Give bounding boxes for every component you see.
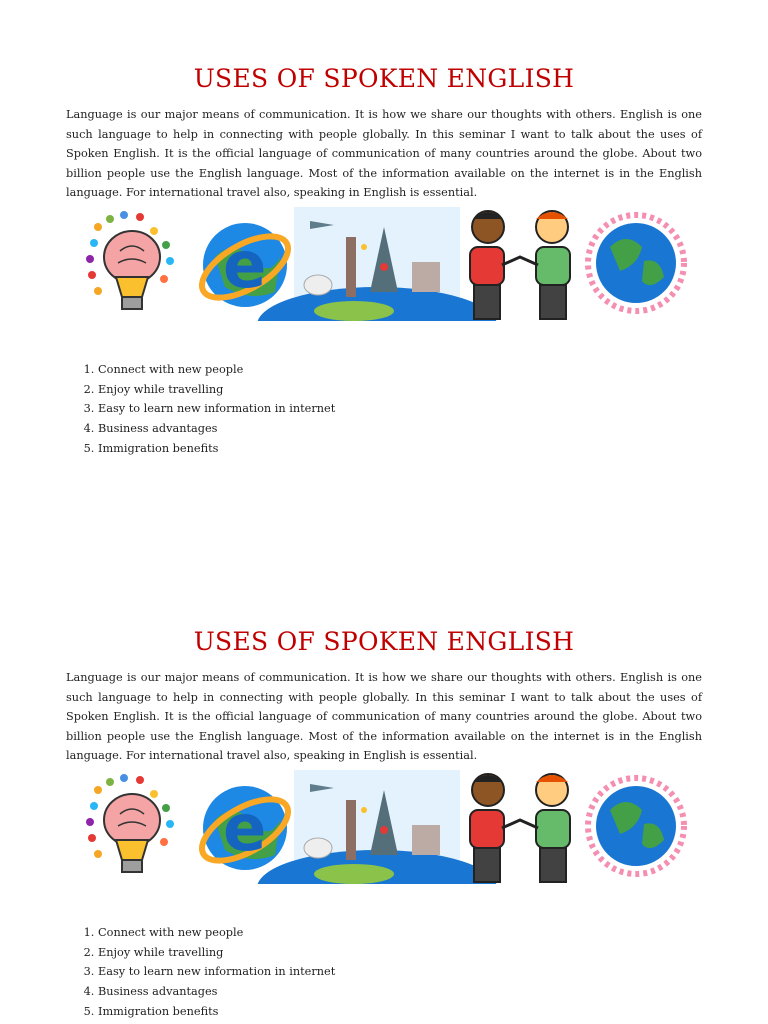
uses-list	[66, 360, 335, 459]
world-landmarks-image	[257, 207, 497, 321]
handshake-people-image	[470, 211, 570, 319]
intro-paragraph: Language is our major means of communication. It is how we share our thoughts with others. English is one such language to help in connecting with people globally. In this seminar I want to talk about the uses of Spoken English. It is the official language of communication of many countries around the globe. About two billion people use the English language. Most of the information available on the internet is in the English language. For international travel also, speaking in English is essential.	[66, 108, 702, 200]
list-item: 2. Enjoy while travelling	[98, 380, 335, 400]
internet-explorer-logo-image	[192, 786, 297, 873]
list-item: 4. Business advantages	[98, 982, 335, 1002]
list-item: 4. Business advantages	[98, 419, 335, 439]
list-item: 1. Connect with new people	[98, 923, 335, 943]
list-item: 5. Immigration benefits	[98, 1002, 335, 1022]
list-item: 5. Immigration benefits	[98, 439, 335, 459]
brain-lightbulb-image	[86, 211, 174, 309]
uses-list	[66, 923, 335, 1022]
list-item: 3. Easy to learn new information in internet	[98, 962, 335, 982]
list-item: 3. Easy to learn new information in internet	[98, 399, 335, 419]
world-landmarks-image	[257, 770, 497, 884]
svg-text:e: e	[223, 792, 267, 866]
globe-children-image	[588, 778, 684, 874]
illustration-strip	[80, 770, 692, 884]
internet-explorer-logo-image	[192, 223, 297, 310]
illustration-strip	[80, 207, 692, 321]
svg-text:e: e	[223, 229, 267, 303]
globe-children-image	[588, 215, 684, 311]
list-item: 1. Connect with new people	[98, 360, 335, 380]
page-title: USES OF SPOKEN ENGLISH	[193, 64, 575, 93]
handshake-people-image	[470, 774, 570, 882]
page-title: USES OF SPOKEN ENGLISH	[193, 627, 575, 656]
intro-paragraph: Language is our major means of communication. It is how we share our thoughts with others. English is one such language to help in connecting with people globally. In this seminar I want to talk about the uses of Spoken English. It is the official language of communication of many countries around the globe. About two billion people use the English language. Most of the information available on the internet is in the English language. For international travel also, speaking in English is essential.	[66, 671, 702, 763]
list-item: 2. Enjoy while travelling	[98, 943, 335, 963]
brain-lightbulb-image	[86, 774, 174, 872]
